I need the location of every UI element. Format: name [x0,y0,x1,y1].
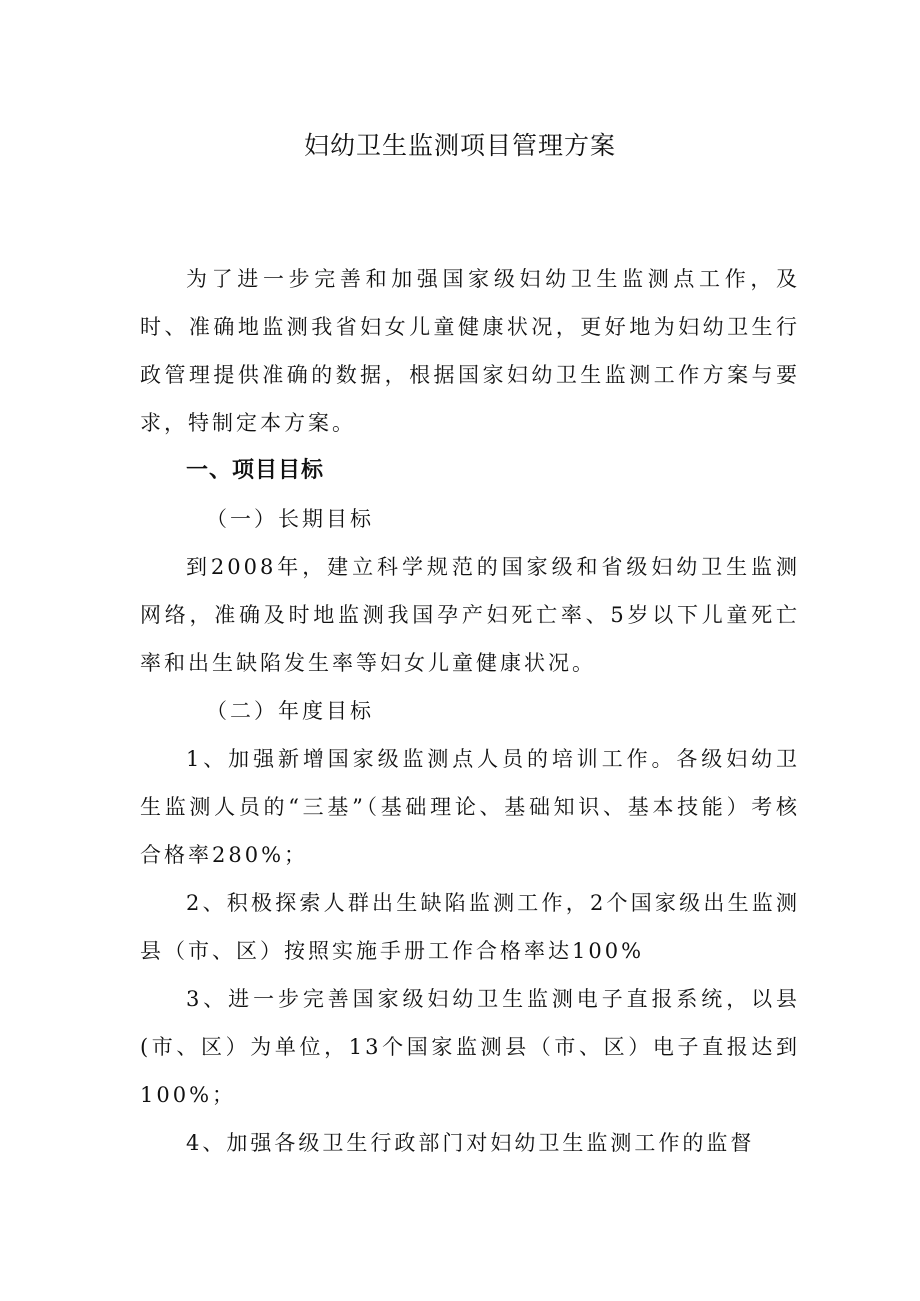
long-term-goal-paragraph: 到2008年，建立科学规范的国家级和省级妇幼卫生监测网络，准确及时地监测我国孕产妇死亡率、5岁以下儿童死亡率和出生缺陷发生率等妇女儿童健康状况。 [140,555,800,675]
document-body [140,255,800,1167]
subsection-heading-long-term: （一）长期目标 [206,507,374,531]
intro-paragraph: 为了进一步完善和加强国家级妇幼卫生监测点工作，及时、准确地监测我省妇女儿童健康状况，更好地为妇幼卫生行政管理提供准确的数据，根据国家妇幼卫生监测工作方案与要求，特制定本方案。 [140,267,800,435]
annual-goal-item-2: 2、积极探索人群出生缺陷监测工作，2个国家级出生监测县（市、区）按照实施手册工作合格率达100% [140,891,800,963]
section-heading-goals: 一、项目目标 [186,458,325,483]
document-title: 妇幼卫生监测项目管理方案 [303,131,616,160]
annual-goal-item-4: 4、加强各级卫生行政部门对妇幼卫生监测工作的监督 [186,1131,755,1155]
annual-goal-item-3: 3、进一步完善国家级妇幼卫生监测电子直报系统，以县(市、区）为单位，13个国家监测县（市、区）电子直报达到100%； [140,987,800,1107]
subsection-heading-annual: （二）年度目标 [206,699,374,723]
annual-goal-item-1: 1、加强新增国家级监测点人员的培训工作。各级妇幼卫生监测人员的“三基”（基础理论、基础知识、基本技能）考核合格率280%； [140,747,800,867]
